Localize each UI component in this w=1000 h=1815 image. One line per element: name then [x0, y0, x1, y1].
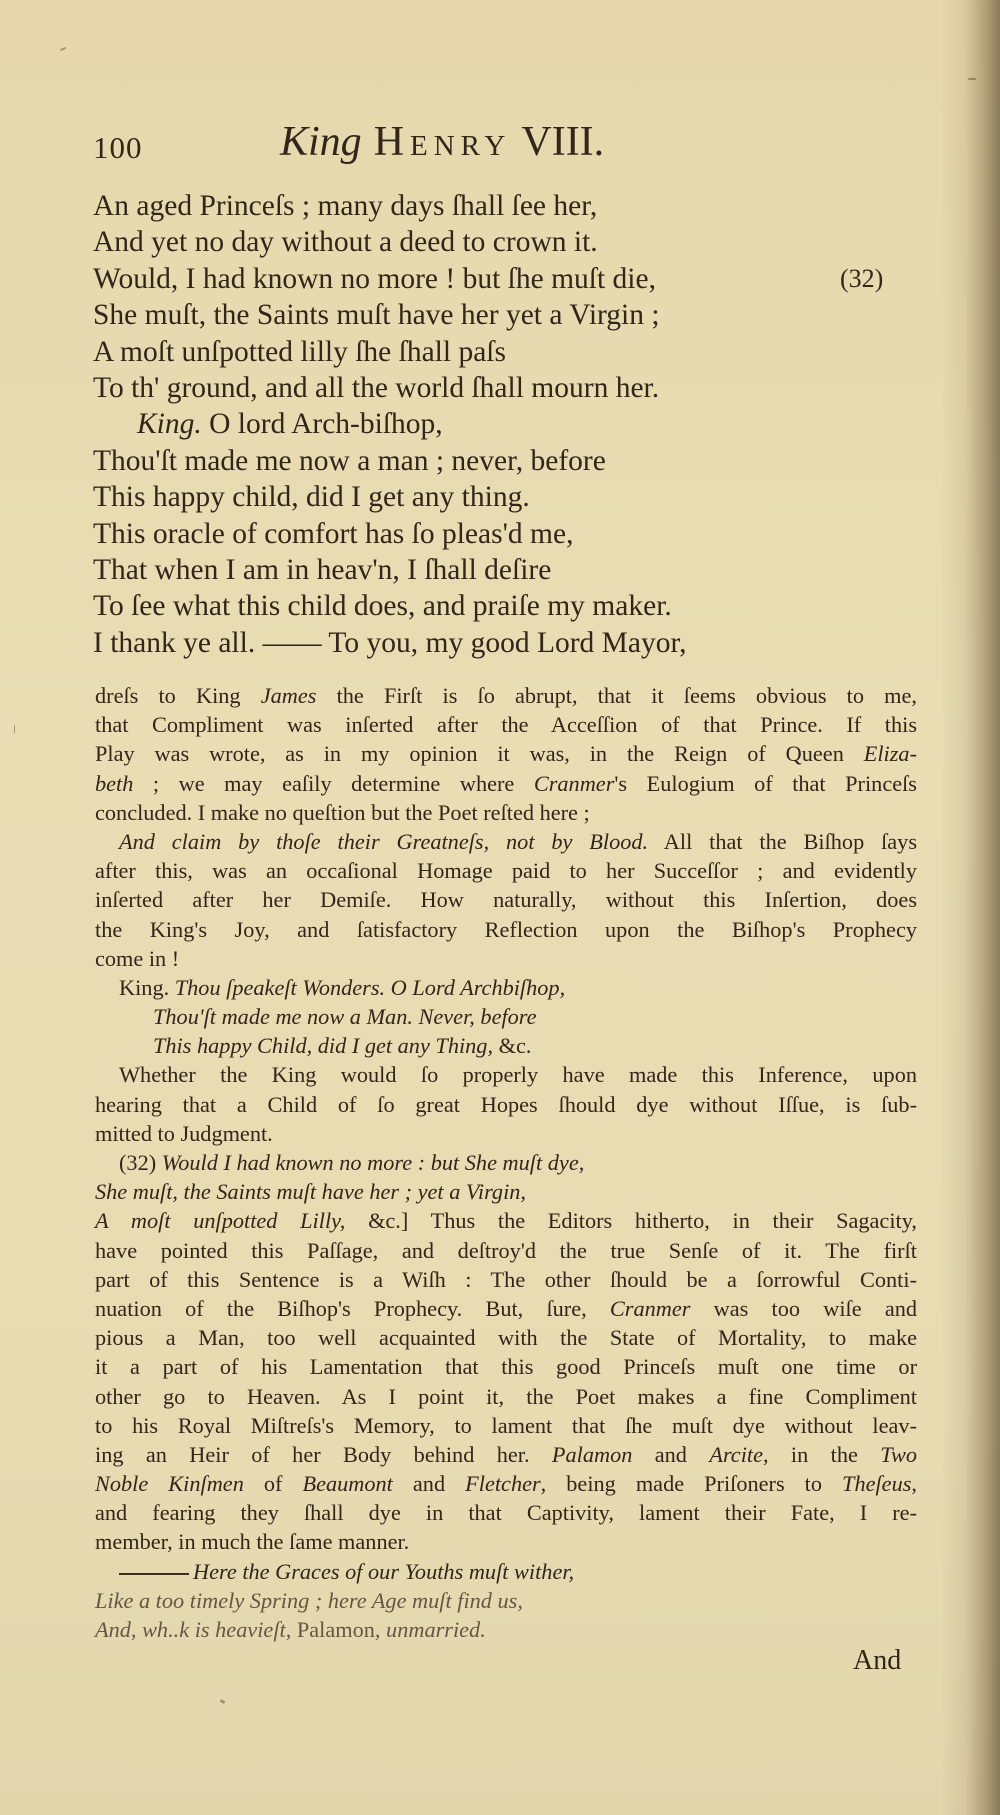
- verse-line: A moſt unſpotted lilly ſhe ſhall paſs: [93, 335, 506, 368]
- note-italic: Fletcher: [465, 1471, 541, 1497]
- verse-line: She muſt, the Saints muſt have her yet a Virgin ;: [93, 299, 660, 332]
- note-italic: Cranmer: [609, 1295, 691, 1321]
- dash-rule: [119, 1573, 189, 1575]
- running-title-king: King: [280, 119, 362, 165]
- verse-line: This happy child, did I get any thing.: [93, 481, 530, 514]
- note-italic: Thou ſpeakeſt Wonders. O Lord Archbiſhop,: [174, 974, 566, 1000]
- note-italic: Palamon: [551, 1441, 633, 1467]
- verse-line: I thank ye all. —— To you, my good Lord Mayor,: [93, 626, 687, 659]
- note-line: [95, 1148, 917, 1177]
- paper-speck: [60, 47, 66, 51]
- note-line: [95, 739, 917, 768]
- note-text: was too wiſe and: [690, 1295, 918, 1321]
- verse-line-text: O lord Arch-biſhop,: [209, 408, 443, 441]
- note-italic: Arcite: [709, 1441, 763, 1467]
- running-title: [280, 118, 604, 166]
- note-italic: And claim by thoſe their Greatneſs, not by Blood.: [119, 828, 649, 854]
- note-text: , in the: [762, 1441, 881, 1467]
- note-line: Thou'ſt made me now a Man. Never, before: [153, 1004, 537, 1030]
- note-line: it a part of his Lamentation that this good Princeſs muſt one time or: [95, 1354, 917, 1380]
- page-number: 100: [93, 130, 143, 165]
- note-italic: And, wh..k is heavieſt,: [95, 1617, 297, 1642]
- note-italic: unmarried.: [380, 1617, 486, 1642]
- note-italic: beth: [95, 770, 134, 796]
- speaker-name: King.: [119, 974, 175, 1000]
- note-text: nuation of the Biſhop's Prophecy. But, ſure,: [95, 1295, 610, 1321]
- note-text: of: [243, 1471, 303, 1497]
- note-text: Palamon,: [296, 1617, 381, 1642]
- note-text: and: [392, 1471, 466, 1497]
- note-line: other go to Heaven. As I point it, the Poet makes a fine Compliment: [95, 1383, 917, 1409]
- note-text: ,: [911, 1471, 917, 1497]
- note-line: [95, 1557, 917, 1586]
- note-line: that Compliment was inſerted after the Acceſſion of that Prince. If this: [95, 712, 917, 738]
- verse-line: Thou'ſt made me now a man ; never, before: [93, 444, 606, 477]
- note-line: concluded. I make no queſtion but the Poet reſted here ;: [95, 799, 590, 825]
- note-italic: Two: [880, 1441, 917, 1467]
- note-text: , being made Priſoners to: [540, 1471, 843, 1497]
- note-line: She muſt, the Saints muſt have her ; yet a Virgin,: [95, 1179, 526, 1205]
- catchword: And: [853, 1645, 902, 1676]
- footnote-number: (32): [119, 1150, 162, 1175]
- verse-block: [93, 188, 923, 661]
- footnotes-block: [95, 681, 917, 1644]
- note-line: [95, 1031, 917, 1060]
- note-italic: This happy Child, did I get any Thing,: [153, 1033, 494, 1059]
- verse-line: To ſee what this child does, and praiſe my maker.: [93, 590, 672, 623]
- note-italic: Theſeus: [842, 1471, 912, 1497]
- note-italic: Would I had known no more : but She muſt dye,: [161, 1150, 585, 1175]
- note-text: dreſs to King: [95, 683, 261, 708]
- note-line: hearing that a Child of ſo great Hopes ſhould dye without Iſſue, is ſub-: [95, 1091, 917, 1117]
- note-line: and fearing they ſhall dye in that Captivity, lament their Fate, I re-: [95, 1500, 917, 1526]
- note-line: [95, 681, 917, 710]
- note-line: member, in much the ſame manner.: [95, 1529, 410, 1555]
- note-text: and: [632, 1441, 710, 1467]
- note-line: [95, 769, 917, 798]
- note-line: to his Royal Miſtreſs's Memory, to lament that ſhe muſt dye without leav-: [95, 1412, 917, 1438]
- note-text: ing an Heir of her Body behind her.: [95, 1441, 552, 1467]
- verse-line: That when I am in heav'n, I ſhall deſire: [93, 553, 552, 586]
- note-line: Like a too timely Spring ; here Age muſt find us,: [95, 1587, 523, 1613]
- note-line: inſerted after her Demiſe. How naturally, without this Inſertion, does: [95, 887, 917, 913]
- note-line: [95, 1615, 917, 1644]
- note-italic: James: [260, 683, 317, 708]
- note-line: come in !: [95, 945, 180, 971]
- note-text: ; we may eaſily determine where: [133, 770, 534, 796]
- verse-line-text: Would, I had known no more ! but ſhe muſt die,: [93, 262, 656, 295]
- verse-line: An aged Princeſs ; many days ſhall ſee her,: [93, 190, 598, 222]
- note-line: [95, 973, 917, 1002]
- note-italic: Cranmer: [533, 770, 615, 796]
- note-text: All that the Biſhop ſays: [648, 828, 918, 854]
- note-text: 's Eulogium of that Princeſs: [614, 770, 917, 796]
- paper-speck: [968, 78, 976, 80]
- note-line: part of this Sentence is a Wiſh : The other ſhould be a ſorrowful Conti-: [95, 1266, 917, 1292]
- verse-line: To th' ground, and all the world ſhall mourn her.: [93, 371, 660, 404]
- note-line: after this, was an occaſional Homage paid to her Succeſſor ; and evidently: [95, 858, 917, 884]
- note-line: [95, 1469, 917, 1498]
- note-line: [95, 1206, 917, 1235]
- verse-line: And yet no day without a deed to crown it.: [93, 226, 598, 259]
- note-line: the King's Joy, and ſatisfactory Reflection upon the Biſhop's Prophecy: [95, 916, 917, 942]
- verse-line: [93, 261, 923, 297]
- note-line: have pointed this Paſſage, and deſtroy'd the true Senſe of it. The firſt: [95, 1237, 917, 1263]
- running-title-numeral: VIII.: [521, 119, 605, 165]
- note-line: [95, 1294, 917, 1323]
- note-italic: Beaumont: [302, 1471, 393, 1497]
- footnote-marker: (32): [840, 263, 884, 293]
- note-text: Play was wrote, as in my opinion it was, in the Reign of Queen: [95, 741, 864, 767]
- note-line: pious a Man, too well acquainted with the State of Mortality, to make: [95, 1325, 917, 1351]
- note-line: [95, 827, 917, 856]
- note-text: &c.] Thus the Editors hitherto, in their Sagacity,: [345, 1208, 917, 1234]
- note-text: the Firſt is ſo abrupt, that it ſeems obvious to me,: [316, 683, 917, 708]
- note-line: Whether the King would ſo properly have made this Inference, upon: [119, 1062, 917, 1088]
- running-title-henry: Henry: [373, 119, 512, 165]
- note-italic: Eliza-: [863, 741, 917, 767]
- verse-line: [93, 406, 923, 442]
- note-text: &c.: [493, 1033, 532, 1059]
- paper-speck: [14, 725, 15, 733]
- note-italic: Here the Graces of our Youths muſt wither,: [193, 1558, 575, 1584]
- note-line: [95, 1440, 917, 1469]
- verse-line: This oracle of comfort has ſo pleas'd me,: [93, 517, 574, 550]
- speaker-name: King.: [137, 408, 202, 441]
- note-italic: A moſt unſpotted Lilly,: [95, 1208, 346, 1234]
- note-line: mitted to Judgment.: [95, 1120, 273, 1146]
- paper-speck: [220, 1699, 226, 1704]
- note-italic: Noble Kinſmen: [95, 1471, 244, 1497]
